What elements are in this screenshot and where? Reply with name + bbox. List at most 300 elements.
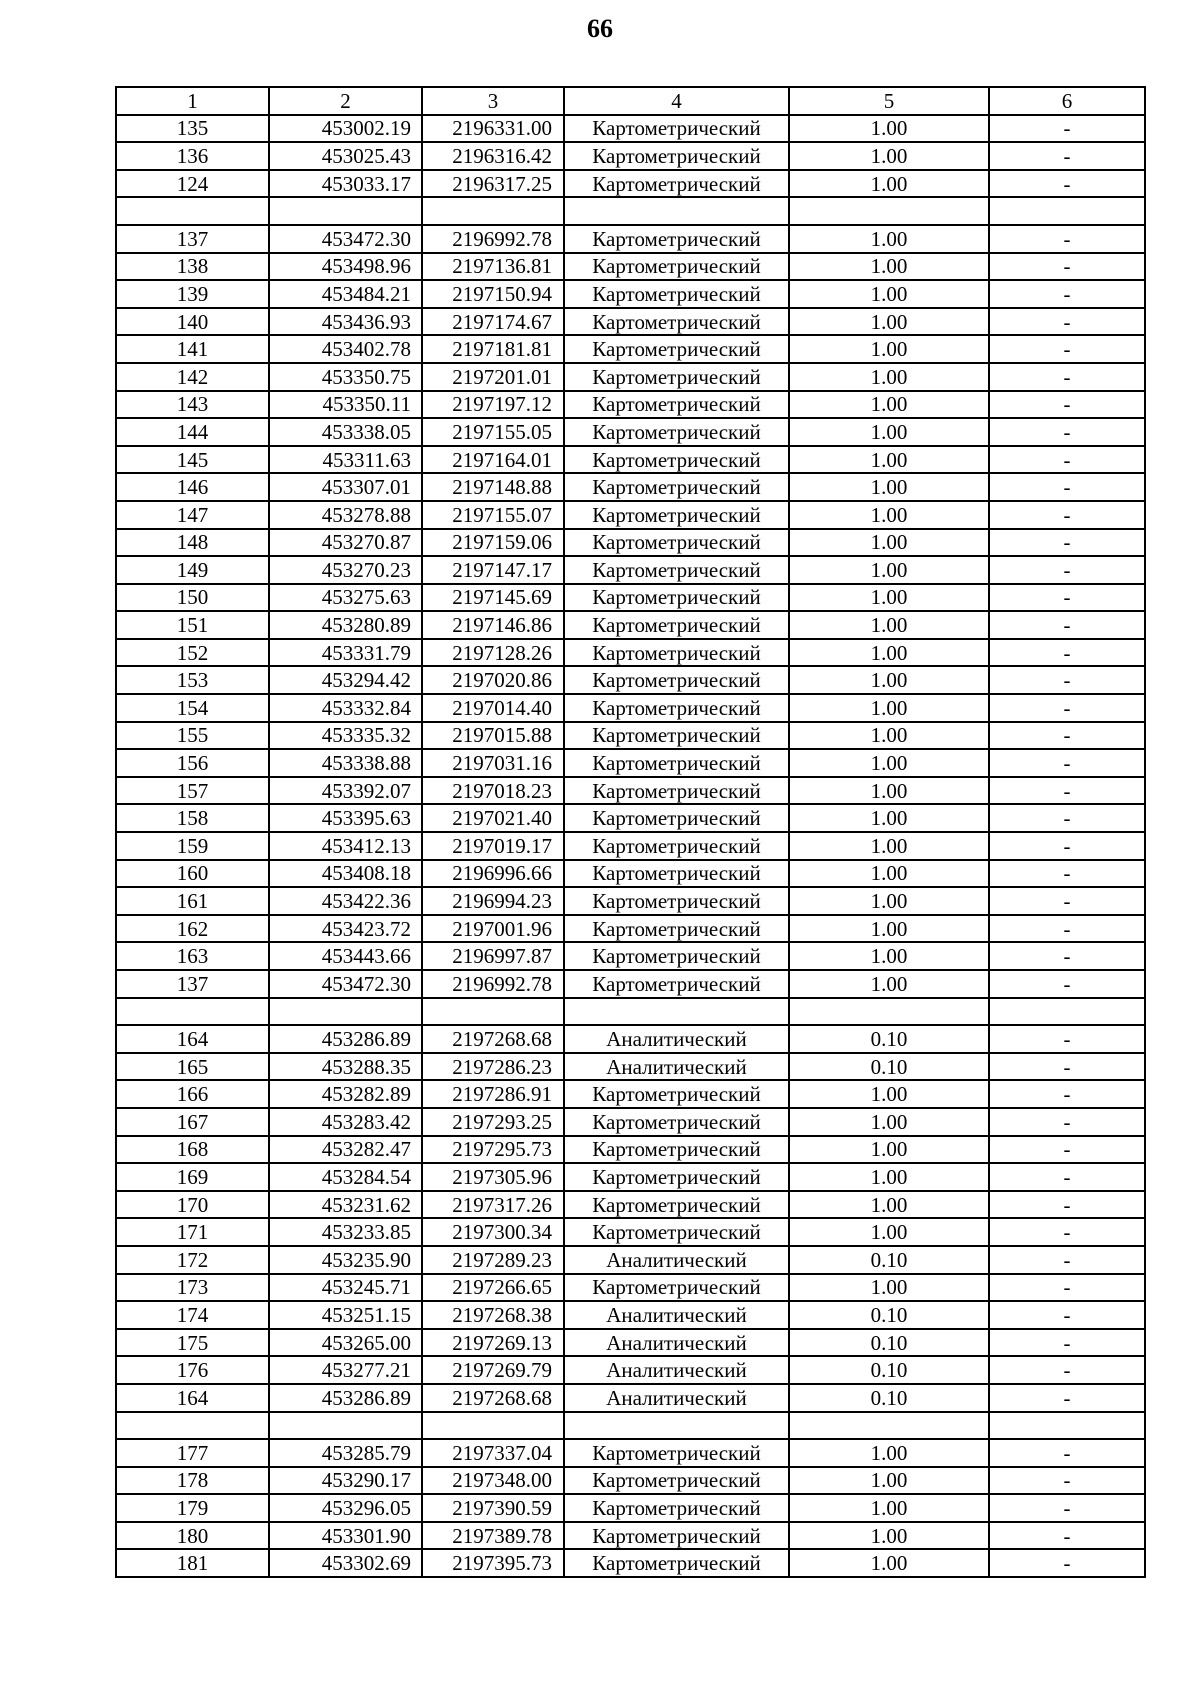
table-row [116, 915, 1145, 943]
cell-note: - [989, 639, 1145, 667]
cell-x-coordinate: 453275.63 [269, 584, 422, 612]
cell-x-coordinate: 453338.05 [269, 418, 422, 446]
cell-note: - [989, 335, 1145, 363]
cell-method: Картометрический [564, 584, 789, 612]
cell-point-number: 164 [116, 1384, 269, 1412]
cell-accuracy: 1.00 [789, 529, 989, 557]
table-row [116, 804, 1145, 832]
cell-note: - [989, 1191, 1145, 1219]
cell-point-number: 162 [116, 915, 269, 943]
cell-point-number: 154 [116, 694, 269, 722]
cell-note: - [989, 1080, 1145, 1108]
cell-method: Картометрический [564, 666, 789, 694]
cell-accuracy: 1.00 [789, 1549, 989, 1577]
cell-method: Картометрический [564, 860, 789, 888]
cell-method: Картометрический [564, 1467, 789, 1495]
cell-y-coordinate: 2197289.23 [422, 1246, 564, 1274]
coordinates-table-body [116, 87, 1145, 1577]
cell-note: - [989, 970, 1145, 998]
table-row [116, 363, 1145, 391]
cell-note: - [989, 1522, 1145, 1550]
cell-note: - [989, 446, 1145, 474]
cell-method: Картометрический [564, 473, 789, 501]
cell-x-coordinate: 453286.89 [269, 1384, 422, 1412]
cell-note: - [989, 1136, 1145, 1164]
cell-x-coordinate: 453251.15 [269, 1301, 422, 1329]
cell-accuracy: 0.10 [789, 1301, 989, 1329]
cell-point-number: 170 [116, 1191, 269, 1219]
table-row [116, 887, 1145, 915]
cell-point-number: 165 [116, 1053, 269, 1081]
cell-x-coordinate: 453278.88 [269, 501, 422, 529]
table-row [116, 1329, 1145, 1357]
cell-point-number [116, 197, 269, 225]
cell-y-coordinate: 2196994.23 [422, 887, 564, 915]
column-header-note: 6 [989, 87, 1145, 115]
cell-point-number: 179 [116, 1494, 269, 1522]
cell-accuracy: 1.00 [789, 142, 989, 170]
cell-y-coordinate: 2197136.81 [422, 253, 564, 281]
cell-y-coordinate: 2197268.68 [422, 1384, 564, 1412]
cell-point-number: 144 [116, 418, 269, 446]
cell-y-coordinate: 2197268.68 [422, 1025, 564, 1053]
table-row [116, 832, 1145, 860]
cell-y-coordinate: 2197268.38 [422, 1301, 564, 1329]
table-row [116, 1191, 1145, 1219]
column-header-method: 4 [564, 87, 789, 115]
cell-note: - [989, 556, 1145, 584]
cell-note: - [989, 1549, 1145, 1577]
cell-x-coordinate: 453296.05 [269, 1494, 422, 1522]
cell-point-number: 158 [116, 804, 269, 832]
cell-method: Картометрический [564, 391, 789, 419]
cell-x-coordinate: 453285.79 [269, 1439, 422, 1467]
cell-accuracy: 1.00 [789, 225, 989, 253]
cell-point-number: 150 [116, 584, 269, 612]
cell-note: - [989, 225, 1145, 253]
cell-x-coordinate: 453350.11 [269, 391, 422, 419]
cell-y-coordinate: 2197286.23 [422, 1053, 564, 1081]
table-row [116, 749, 1145, 777]
cell-point-number: 141 [116, 335, 269, 363]
cell-x-coordinate: 453282.89 [269, 1080, 422, 1108]
cell-accuracy: 0.10 [789, 1246, 989, 1274]
cell-accuracy [789, 998, 989, 1026]
cell-accuracy: 1.00 [789, 501, 989, 529]
cell-y-coordinate: 2196996.66 [422, 860, 564, 888]
cell-note: - [989, 694, 1145, 722]
cell-accuracy [789, 1412, 989, 1440]
cell-y-coordinate: 2197145.69 [422, 584, 564, 612]
cell-x-coordinate: 453484.21 [269, 280, 422, 308]
table-row [116, 556, 1145, 584]
cell-note: - [989, 1025, 1145, 1053]
cell-y-coordinate: 2197018.23 [422, 777, 564, 805]
cell-x-coordinate: 453408.18 [269, 860, 422, 888]
cell-y-coordinate: 2197395.73 [422, 1549, 564, 1577]
cell-point-number: 166 [116, 1080, 269, 1108]
table-row [116, 584, 1145, 612]
table-row [116, 1439, 1145, 1467]
cell-accuracy: 0.10 [789, 1329, 989, 1357]
cell-x-coordinate: 453294.42 [269, 666, 422, 694]
cell-point-number: 139 [116, 280, 269, 308]
cell-method: Картометрический [564, 1136, 789, 1164]
table-row [116, 1522, 1145, 1550]
table-row [116, 1549, 1145, 1577]
cell-y-coordinate: 2197389.78 [422, 1522, 564, 1550]
cell-accuracy: 1.00 [789, 308, 989, 336]
table-row [116, 529, 1145, 557]
cell-accuracy: 1.00 [789, 639, 989, 667]
cell-point-number: 153 [116, 666, 269, 694]
cell-y-coordinate: 2197147.17 [422, 556, 564, 584]
cell-accuracy: 1.00 [789, 1108, 989, 1136]
cell-x-coordinate: 453270.87 [269, 529, 422, 557]
cell-accuracy: 1.00 [789, 749, 989, 777]
coordinates-table [115, 86, 1146, 1578]
cell-point-number: 148 [116, 529, 269, 557]
cell-note: - [989, 170, 1145, 198]
table-row [116, 1053, 1145, 1081]
cell-note: - [989, 749, 1145, 777]
cell-accuracy: 1.00 [789, 915, 989, 943]
cell-accuracy: 1.00 [789, 804, 989, 832]
cell-x-coordinate: 453235.90 [269, 1246, 422, 1274]
table-row [116, 1301, 1145, 1329]
cell-x-coordinate: 453395.63 [269, 804, 422, 832]
cell-method: Картометрический [564, 418, 789, 446]
cell-note: - [989, 584, 1145, 612]
cell-note: - [989, 1163, 1145, 1191]
cell-y-coordinate: 2197015.88 [422, 722, 564, 750]
cell-y-coordinate: 2197201.01 [422, 363, 564, 391]
cell-y-coordinate: 2197295.73 [422, 1136, 564, 1164]
column-header-x-coordinate: 2 [269, 87, 422, 115]
cell-method: Аналитический [564, 1246, 789, 1274]
cell-method: Картометрический [564, 611, 789, 639]
cell-note: - [989, 1246, 1145, 1274]
cell-point-number: 159 [116, 832, 269, 860]
cell-point-number: 175 [116, 1329, 269, 1357]
cell-y-coordinate: 2197197.12 [422, 391, 564, 419]
cell-x-coordinate: 453332.84 [269, 694, 422, 722]
table-row [116, 860, 1145, 888]
cell-method: Картометрический [564, 225, 789, 253]
cell-y-coordinate: 2197159.06 [422, 529, 564, 557]
cell-y-coordinate: 2197348.00 [422, 1467, 564, 1495]
column-header-y-coordinate: 3 [422, 87, 564, 115]
cell-accuracy: 1.00 [789, 1274, 989, 1302]
cell-point-number: 178 [116, 1467, 269, 1495]
page-number: 66 [587, 14, 613, 43]
cell-x-coordinate: 453498.96 [269, 253, 422, 281]
cell-note: - [989, 418, 1145, 446]
cell-method: Картометрический [564, 142, 789, 170]
table-row [116, 1163, 1145, 1191]
table-row [116, 1108, 1145, 1136]
separator-row [116, 197, 1145, 225]
cell-y-coordinate: 2197155.05 [422, 418, 564, 446]
column-header-accuracy: 5 [789, 87, 989, 115]
table-row [116, 1025, 1145, 1053]
table-row [116, 501, 1145, 529]
cell-point-number: 157 [116, 777, 269, 805]
cell-method: Картометрический [564, 529, 789, 557]
cell-y-coordinate: 2196331.00 [422, 115, 564, 143]
cell-y-coordinate: 2196316.42 [422, 142, 564, 170]
cell-note: - [989, 804, 1145, 832]
cell-accuracy: 1.00 [789, 860, 989, 888]
cell-method: Картометрический [564, 1191, 789, 1219]
cell-note: - [989, 722, 1145, 750]
cell-note: - [989, 887, 1145, 915]
cell-point-number: 138 [116, 253, 269, 281]
cell-note: - [989, 1467, 1145, 1495]
cell-accuracy: 1.00 [789, 280, 989, 308]
cell-y-coordinate: 2197128.26 [422, 639, 564, 667]
cell-accuracy: 1.00 [789, 335, 989, 363]
cell-point-number: 145 [116, 446, 269, 474]
cell-x-coordinate [269, 1412, 422, 1440]
cell-note: - [989, 1384, 1145, 1412]
cell-y-coordinate: 2196992.78 [422, 970, 564, 998]
cell-point-number: 160 [116, 860, 269, 888]
cell-accuracy: 1.00 [789, 446, 989, 474]
cell-y-coordinate: 2197293.25 [422, 1108, 564, 1136]
table-row [116, 1494, 1145, 1522]
cell-point-number: 137 [116, 225, 269, 253]
cell-method: Аналитический [564, 1025, 789, 1053]
cell-method: Картометрический [564, 1549, 789, 1577]
table-row [116, 142, 1145, 170]
cell-method: Картометрический [564, 1163, 789, 1191]
table-row [116, 170, 1145, 198]
cell-method: Картометрический [564, 1274, 789, 1302]
table-row [116, 639, 1145, 667]
cell-point-number: 142 [116, 363, 269, 391]
cell-point-number: 173 [116, 1274, 269, 1302]
cell-method: Картометрический [564, 777, 789, 805]
cell-y-coordinate: 2197155.07 [422, 501, 564, 529]
cell-y-coordinate: 2197014.40 [422, 694, 564, 722]
cell-y-coordinate [422, 197, 564, 225]
cell-x-coordinate: 453290.17 [269, 1467, 422, 1495]
cell-point-number: 180 [116, 1522, 269, 1550]
cell-note: - [989, 1439, 1145, 1467]
cell-y-coordinate: 2197269.79 [422, 1356, 564, 1384]
cell-point-number: 146 [116, 473, 269, 501]
cell-note [989, 998, 1145, 1026]
cell-x-coordinate: 453311.63 [269, 446, 422, 474]
cell-method: Картометрический [564, 308, 789, 336]
cell-accuracy: 0.10 [789, 1025, 989, 1053]
cell-x-coordinate: 453422.36 [269, 887, 422, 915]
cell-x-coordinate [269, 998, 422, 1026]
cell-y-coordinate [422, 1412, 564, 1440]
cell-note: - [989, 1356, 1145, 1384]
cell-x-coordinate: 453302.69 [269, 1549, 422, 1577]
cell-x-coordinate: 453436.93 [269, 308, 422, 336]
cell-y-coordinate: 2197019.17 [422, 832, 564, 860]
cell-y-coordinate: 2197300.34 [422, 1218, 564, 1246]
cell-method: Аналитический [564, 1356, 789, 1384]
cell-point-number: 155 [116, 722, 269, 750]
cell-method: Картометрический [564, 832, 789, 860]
cell-x-coordinate: 453233.85 [269, 1218, 422, 1246]
cell-note: - [989, 253, 1145, 281]
cell-method: Картометрический [564, 1080, 789, 1108]
cell-method: Картометрический [564, 749, 789, 777]
cell-x-coordinate: 453280.89 [269, 611, 422, 639]
cell-method [564, 998, 789, 1026]
cell-note: - [989, 501, 1145, 529]
cell-accuracy: 1.00 [789, 253, 989, 281]
cell-accuracy: 1.00 [789, 473, 989, 501]
cell-y-coordinate: 2197021.40 [422, 804, 564, 832]
cell-method: Аналитический [564, 1053, 789, 1081]
table-row [116, 1246, 1145, 1274]
table-row [116, 225, 1145, 253]
cell-x-coordinate: 453282.47 [269, 1136, 422, 1164]
cell-accuracy: 1.00 [789, 1522, 989, 1550]
table-row [116, 666, 1145, 694]
cell-note: - [989, 611, 1145, 639]
cell-x-coordinate: 453338.88 [269, 749, 422, 777]
cell-x-coordinate: 453245.71 [269, 1274, 422, 1302]
table-row [116, 722, 1145, 750]
cell-note: - [989, 1053, 1145, 1081]
cell-y-coordinate: 2197266.65 [422, 1274, 564, 1302]
cell-y-coordinate [422, 998, 564, 1026]
cell-point-number: 168 [116, 1136, 269, 1164]
cell-method: Картометрический [564, 1494, 789, 1522]
cell-y-coordinate: 2197146.86 [422, 611, 564, 639]
table-row [116, 1467, 1145, 1495]
cell-method: Картометрический [564, 942, 789, 970]
cell-point-number: 161 [116, 887, 269, 915]
cell-accuracy: 1.00 [789, 666, 989, 694]
cell-x-coordinate: 453270.23 [269, 556, 422, 584]
table-row [116, 253, 1145, 281]
table-row [116, 280, 1145, 308]
cell-note: - [989, 832, 1145, 860]
table-row [116, 391, 1145, 419]
cell-y-coordinate: 2197305.96 [422, 1163, 564, 1191]
table-row [116, 473, 1145, 501]
cell-y-coordinate: 2197020.86 [422, 666, 564, 694]
cell-x-coordinate: 453443.66 [269, 942, 422, 970]
cell-accuracy: 1.00 [789, 970, 989, 998]
cell-accuracy: 1.00 [789, 1191, 989, 1219]
cell-point-number: 171 [116, 1218, 269, 1246]
cell-point-number: 176 [116, 1356, 269, 1384]
cell-point-number: 149 [116, 556, 269, 584]
cell-point-number: 163 [116, 942, 269, 970]
cell-method: Картометрический [564, 639, 789, 667]
cell-x-coordinate: 453402.78 [269, 335, 422, 363]
cell-y-coordinate: 2196992.78 [422, 225, 564, 253]
cell-x-coordinate: 453392.07 [269, 777, 422, 805]
cell-x-coordinate: 453025.43 [269, 142, 422, 170]
cell-point-number [116, 1412, 269, 1440]
cell-point-number: 152 [116, 639, 269, 667]
cell-x-coordinate: 453331.79 [269, 639, 422, 667]
cell-point-number: 147 [116, 501, 269, 529]
table-row [116, 1274, 1145, 1302]
cell-point-number: 135 [116, 115, 269, 143]
table-row [116, 942, 1145, 970]
cell-accuracy: 1.00 [789, 1439, 989, 1467]
cell-method: Аналитический [564, 1384, 789, 1412]
cell-y-coordinate: 2196317.25 [422, 170, 564, 198]
cell-accuracy: 0.10 [789, 1356, 989, 1384]
cell-note: - [989, 115, 1145, 143]
cell-method: Картометрический [564, 1439, 789, 1467]
cell-y-coordinate: 2197148.88 [422, 473, 564, 501]
cell-y-coordinate: 2196997.87 [422, 942, 564, 970]
cell-x-coordinate: 453412.13 [269, 832, 422, 860]
cell-method: Картометрический [564, 915, 789, 943]
cell-x-coordinate: 453288.35 [269, 1053, 422, 1081]
cell-note: - [989, 1218, 1145, 1246]
cell-point-number: 156 [116, 749, 269, 777]
cell-accuracy: 1.00 [789, 1218, 989, 1246]
table-row [116, 1218, 1145, 1246]
cell-accuracy: 1.00 [789, 391, 989, 419]
cell-accuracy: 1.00 [789, 556, 989, 584]
cell-point-number: 181 [116, 1549, 269, 1577]
cell-x-coordinate: 453002.19 [269, 115, 422, 143]
cell-x-coordinate: 453284.54 [269, 1163, 422, 1191]
cell-point-number: 174 [116, 1301, 269, 1329]
cell-method: Аналитический [564, 1329, 789, 1357]
cell-y-coordinate: 2197317.26 [422, 1191, 564, 1219]
cell-method: Картометрический [564, 446, 789, 474]
cell-accuracy: 1.00 [789, 418, 989, 446]
table-row [116, 115, 1145, 143]
cell-note: - [989, 391, 1145, 419]
cell-x-coordinate: 453335.32 [269, 722, 422, 750]
cell-accuracy: 1.00 [789, 611, 989, 639]
cell-x-coordinate [269, 197, 422, 225]
cell-x-coordinate: 453033.17 [269, 170, 422, 198]
cell-accuracy: 1.00 [789, 170, 989, 198]
cell-method [564, 197, 789, 225]
cell-accuracy: 1.00 [789, 1080, 989, 1108]
cell-accuracy: 1.00 [789, 363, 989, 391]
cell-accuracy: 1.00 [789, 1494, 989, 1522]
cell-point-number: 169 [116, 1163, 269, 1191]
table-row [116, 1384, 1145, 1412]
cell-accuracy: 1.00 [789, 1163, 989, 1191]
cell-x-coordinate: 453472.30 [269, 225, 422, 253]
cell-method: Картометрический [564, 1218, 789, 1246]
cell-x-coordinate: 453423.72 [269, 915, 422, 943]
cell-x-coordinate: 453231.62 [269, 1191, 422, 1219]
cell-note: - [989, 1301, 1145, 1329]
table-row [116, 694, 1145, 722]
cell-accuracy: 1.00 [789, 722, 989, 750]
cell-y-coordinate: 2197174.67 [422, 308, 564, 336]
cell-method: Картометрический [564, 363, 789, 391]
cell-point-number: 177 [116, 1439, 269, 1467]
cell-method: Картометрический [564, 1522, 789, 1550]
cell-accuracy: 1.00 [789, 694, 989, 722]
cell-note: - [989, 1494, 1145, 1522]
cell-note: - [989, 280, 1145, 308]
separator-row [116, 1412, 1145, 1440]
